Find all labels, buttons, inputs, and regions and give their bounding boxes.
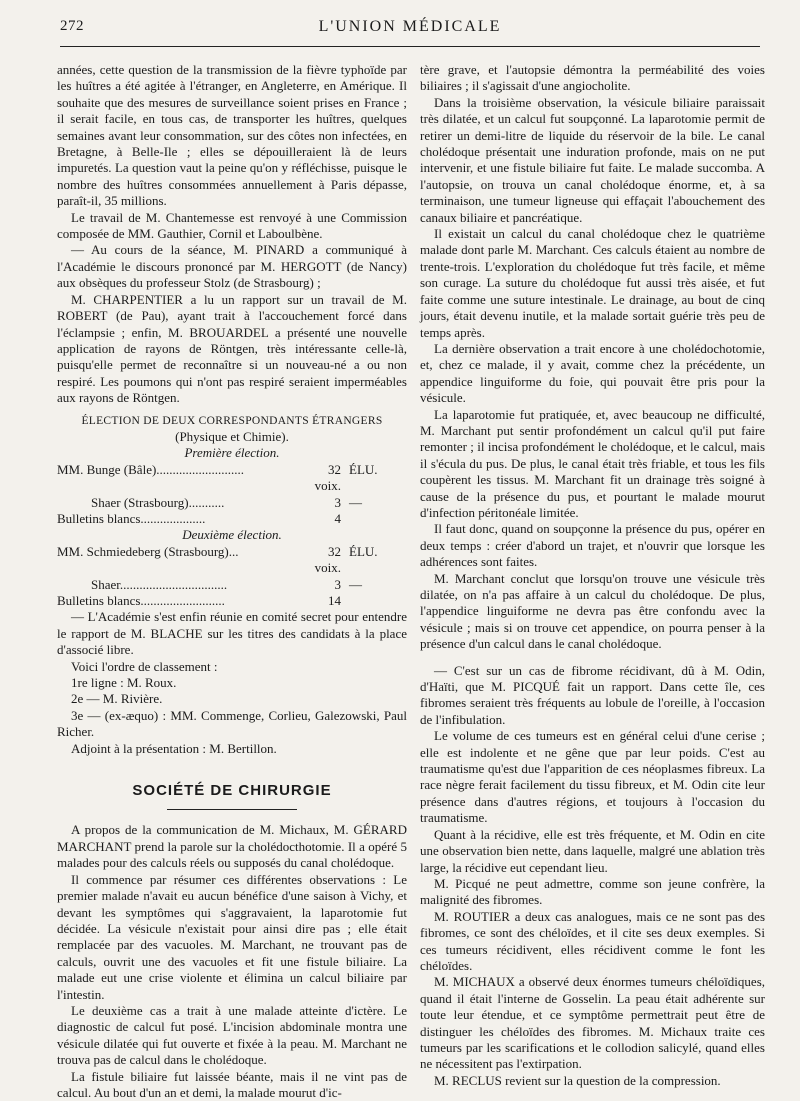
left-column: [57, 62, 407, 1101]
paragraph: La dernière observation a trait encore à une cholédochotomie, et, chez ce malade, il y avait, comme chez la précédente, un appendice linguiforme du foie, qui pouvait être pris pour la vésicule.: [420, 340, 765, 406]
paragraph: Dans la troisième observation, la vésicule biliaire paraissait très dilatée, et un calcul fut soupçonné. La laparotomie permit de retirer un demi-litre de liquide du réservoir de la bile. Le canal cholédoque présentait une induration profonde, mais on ne put intervenir, et une fistule biliaire fut faite. Le malade succomba. A l'autopsie, on trouva un canal cholédoque énorme, et, à sa terminaison, une tumeur ligneuse qui effaçait l'abouchement des canaux biliaire et pancréatique.: [420, 94, 765, 225]
paragraph: M. ROUTIER a deux cas analogues, mais ce ne sont pas des fibromes, ce sont des chéloïdes, et il cite ses deux exemples. Si ces tumeurs récidivent, elles récidivent comme le font les chéloïdes.: [420, 908, 765, 973]
paragraph: La laparotomie fut pratiquée, et, avec beaucoup ne difficulté, M. Marchant put sentir profondément un calcul qu'il put faire remonter ; il incisa profondément le cholédoque, et le calcul, mais il s'écula du pus. De plus, le canal était très friable, et tous les fils coupèrent les tissus. M. Marchant fit un drainage très soigné à cause de la présence du pus, et pourtant le malade mourut d'infection péritonéale limitée.: [420, 406, 765, 520]
paragraph: — L'Académie s'est enfin réunie en comité secret pour entendre le rapport de M. BLACHE sur les titres des candidats à la place d'associé libre.: [57, 609, 407, 658]
paragraph: M. Picqué ne peut admettre, comme son jeune confrère, la malignité des fibromes.: [420, 875, 765, 908]
vote-count: 3: [334, 494, 341, 510]
header-rule: [60, 46, 760, 47]
page-number: 272: [60, 18, 84, 34]
ranking-line: 2e — M. Rivière.: [71, 691, 163, 707]
section-rule: [167, 809, 297, 810]
paragraph: M. Marchant conclut que lorsqu'on trouve une vésicule très dilatée, on n'a pas affaire à un calcul du cholédoque. De plus, l'appendice linguiforme ne devra pas être confondu avec la vésicule ; mais si on trouve cet appendice, on pourra penser à la présence d'un calcul dans le canal cholédoque.: [420, 570, 765, 652]
paragraph: M. RECLUS revient sur la question de la compression.: [434, 1072, 721, 1088]
paragraph: La fistule biliaire fut laissée béante, mais il ne vint pas de calcul. Au bout d'un an et demi, la malade mourut d'ic-: [57, 1068, 407, 1100]
spacer: [420, 653, 765, 663]
vote-name: Bulletins blancs....................: [57, 510, 206, 526]
paragraph: années, cette question de la transmission de la fièvre typhoïde par les huîtres a été agitée à l'étranger, en Angleterre, en Amérique. Il souhaite que des mesures de surveillance soient prises en France ; il serait facile, en tous cas, de transporter les huîtres, quelques semaines avant leur consommation, sur des côtes non infectées, en Bretagne, à Belle-Ile ; elles se dépouilleraient là de leurs impuretés. La question vaut la peine qu'on y réfléchisse, puisque le nombre des huîtres consommées annuellement à Paris dépasse, paraît-il, 35 millions.: [57, 62, 407, 209]
election-subtitle: (Physique et Chimie).: [175, 428, 289, 444]
vote-row: [57, 544, 407, 577]
vote-status: —: [349, 576, 362, 592]
paragraph: Il faut donc, quand on soupçonne la présence du pus, opérer en deux temps : créer d'abord un trajet, et n'ouvrir que lorsque les adhérences sont faites.: [420, 521, 765, 570]
vote-status: ÉLU.: [349, 461, 378, 477]
vote-count: 14: [328, 593, 341, 608]
vote-count: 32 voix.: [314, 461, 341, 494]
second-round-heading: Deuxième élection.: [182, 527, 282, 543]
paragraph: Le volume de ces tumeurs est en général celui d'une cerise ; elle est indolente et ne gêne que par leur poids. C'est au traumatisme qu'est due l'apparition de ces néoplasmes fibreux. La race nègre ferait facilement du tissu fibreux, et M. Odin cite leur présence dans d'autres régions, et toujours à l'occasion du traumatisme.: [420, 728, 765, 826]
paragraph: Le travail de M. Chantemesse est renvoyé à une Commission composée de MM. Gauthier, Cornil et Laboulbène.: [57, 209, 407, 242]
paragraph: — C'est sur un cas de fibrome récidivant, dû à M. Odin, d'Haïti, que M. PICQUÉ fait un rapport. Dans cette île, ces fibromes seraient très fréquents au lobule de l'oreille, à l'occasion de l'infibulation.: [420, 662, 765, 727]
running-title: L'UNION MÉDICALE: [318, 18, 502, 35]
right-column: [420, 62, 765, 1089]
ranking-line: 3e — (ex-æquo) : MM. Commenge, Corlieu, Galezowski, Paul Richer.: [57, 707, 407, 740]
vote-count: 4: [334, 510, 341, 526]
paragraph: Adjoint à la présentation : M. Bertillon.: [71, 740, 277, 756]
vote-status: —: [349, 494, 362, 510]
paragraph: Voici l'ordre de classement :: [71, 658, 218, 674]
paragraph: Le deuxième cas a trait à une malade atteinte d'ictère. Le diagnostic de calcul fut posé. L'incision abdominale montra une vésicule dilatée qui fut ouverte et fixée à la peau. M. Marchant ne trouva pas de calcul dans le cholédoque.: [57, 1002, 407, 1068]
paragraph: M. MICHAUX a observé deux énormes tumeurs chéloïdiques, quand il était l'interne de Gosselin. La peau était adhérente sur toute leur étendue, et ce symptôme permettrait peut être de distinguer les chéloïdes des fibromes. M. Michaux traite ces tumeurs par les scarifications et le collodion salicylé, quand elles ne nécessitent pas l'extirpation.: [420, 974, 765, 1072]
vote-row: [57, 593, 407, 609]
section-heading: SOCIÉTÉ DE CHIRURGIE: [132, 782, 332, 800]
vote-row: [57, 462, 407, 495]
page-header: [60, 18, 760, 40]
paragraph: A propos de la communication de M. Michaux, M. GÉRARD MARCHANT prend la parole sur la cholédocthotomie. Il a opéré 5 malades pour des calculs réels ou supposés du canal cholédoque.: [57, 822, 407, 871]
vote-count: 32 voix.: [314, 543, 341, 576]
vote-name: Shaer.................................: [91, 576, 228, 592]
paragraph: Quant à la récidive, elle est très fréquente, et M. Odin en cite une observation bien nette, dans laquelle, malgré une ablation très large, la récidive eut cependant lieu.: [420, 826, 765, 875]
paragraph: tère grave, et l'autopsie démontra la perméabilité des voies biliaires ; il s'agissait d'une angiocholite.: [420, 62, 765, 94]
paragraph: M. CHARPENTIER a lu un rapport sur un travail de M. ROBERT (de Pau), ayant trait à l'accouchement forcé dans l'éclampsie ; enfin, M. BROUARDEL a présenté une nouvelle application de rayons de Röntgen, très intéressante celle-là, puisqu'elle permet de reconnaître si un nouveau-né a ou non respiré. Les poumons qui n'ont pas respiré seraient imperméables aux rayons de Röntgen.: [57, 291, 407, 406]
first-round-heading: Première élection.: [184, 445, 280, 461]
vote-row: [57, 577, 407, 593]
paragraph: — Au cours de la séance, M. PINARD a communiqué à l'Académie le discours prononcé par M. HERGOTT (de Nancy) aux obsèques du professeur Stolz (de Strasbourg) ;: [57, 242, 407, 291]
vote-count: 3: [334, 576, 341, 592]
vote-name: MM. Bunge (Bâle)...........................: [57, 461, 245, 477]
ranking-line: 1re ligne : M. Roux.: [71, 675, 177, 691]
vote-row: [57, 495, 407, 511]
vote-status: ÉLU.: [349, 543, 378, 559]
vote-name: MM. Schmiedeberg (Strasbourg)...: [57, 543, 239, 559]
paragraph: Il commence par résumer ces différentes observations : Le premier malade n'avait eu aucun bénéfice d'une saison à Vichy, et devant les symptômes qui s'aggravaient, la laparotomie fut décidée. La vésicule n'existait pour ainsi dire pas ; elle était remplacée par des vacuoles. M. Marchant, ne trouvant pas de calculs, ouvrit une des vacuoles et fit une fistule biliaire. La malade eut une crise violente et élimina un calcul biliaire par l'intestin.: [57, 871, 407, 1002]
paragraph: Il existait un calcul du canal cholédoque chez le quatrième malade dont parle M. Marchant. Ces calculs étaient au nombre de trente-trois. L'exploration du cholédoque fut très facile, et même son curage. La suture du cholédoque fut aussi très aisée, et fut faite comme une suture intestinale. Le drainage, au bout de cinq jours, était devenu inutile, et la malade sortait guérie très peu de temps après.: [420, 226, 765, 340]
vote-name: Shaer (Strasbourg)...........: [91, 494, 225, 510]
election-title: ÉLECTION DE DEUX CORRESPONDANTS ÉTRANGERS: [81, 414, 383, 427]
vote-row: [57, 511, 407, 527]
vote-name: Bulletins blancs..........................: [57, 593, 225, 608]
